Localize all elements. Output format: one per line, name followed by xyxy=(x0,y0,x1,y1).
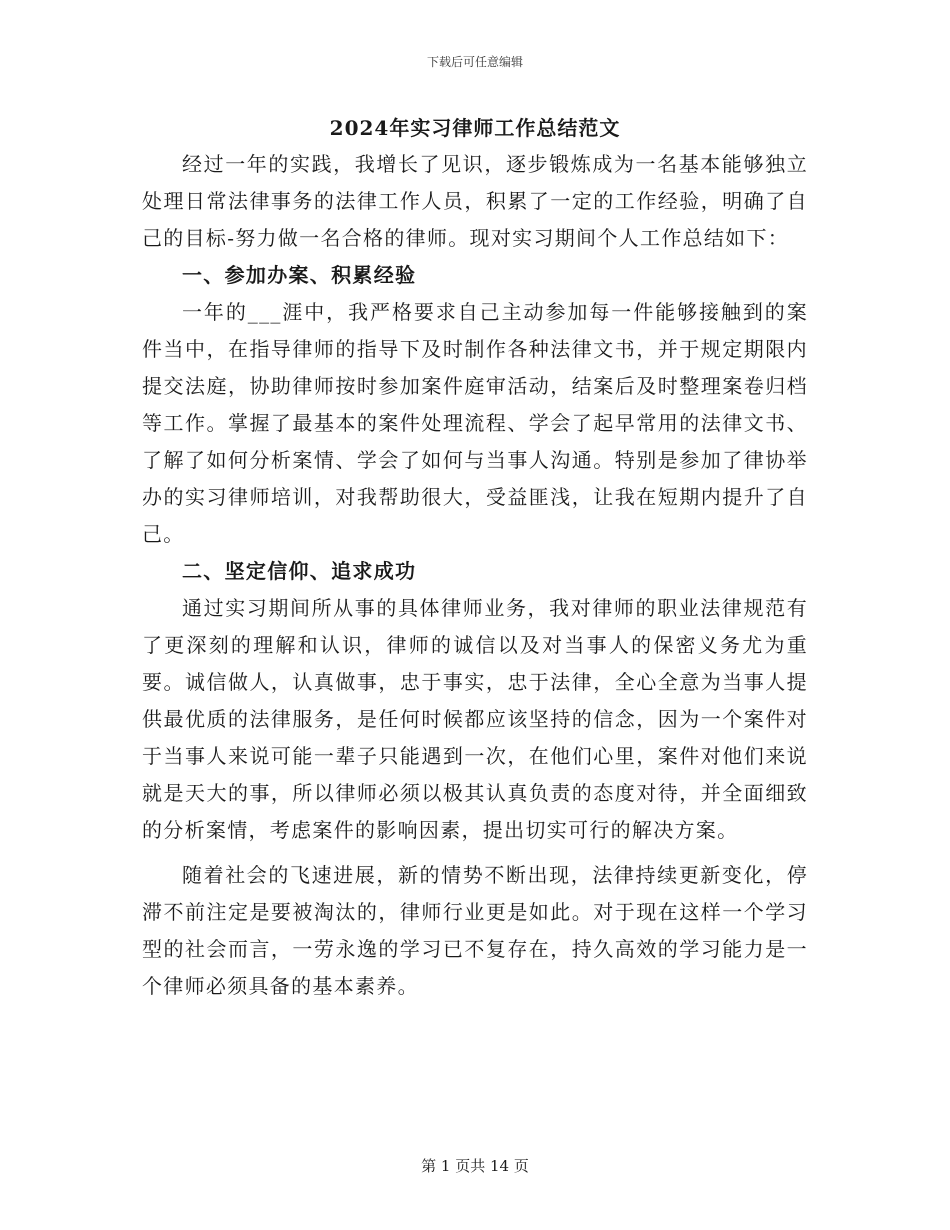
section-2-paragraph: 通过实习期间所从事的具体律师业务，我对律师的职业法律规范有了更深刻的理解和认识，律师的诚信以及对当事人的保密义务尤为重要。诚信做人，认真做事，忠于事实，忠于法律，全心全意为当事人提供最优质的法律服务，是任何时候都应该坚持的信念，因为一个案件对于当事人来说可能一辈子只能遇到一次，在他们心里，案件对他们来说就是天大的事，所以律师必须以极其认真负责的态度对待，并全面细致的分析案情，考虑案件的影响因素，提出切实可行的解决方案。 xyxy=(142,596,808,842)
document-body xyxy=(142,112,808,1005)
section-heading-2: 二、坚定信仰、追求成功 xyxy=(182,559,417,583)
document-title: 2024年实习律师工作总结范文 xyxy=(329,116,621,140)
section-heading-1: 一、参加办案、积累经验 xyxy=(182,263,417,287)
closing-paragraph: 随着社会的飞速进展，新的情势不断出现，法律持续更新变化，停滞不前注定是要被淘汰的，律师行业更是如此。对于现在这样一个学习型的社会而言，一劳永逸的学习已不复存在，持久高效的学习能力是一个律师必须具备的基本素养。 xyxy=(142,863,808,998)
page-number: 第 1 页共 14 页 xyxy=(421,1157,529,1175)
intro-paragraph: 经过一年的实践，我增长了见识，逐步锻炼成为一名基本能够独立处理日常法律事务的法律工作人员，积累了一定的工作经验，明确了自己的目标-努力做一名合格的律师。现对实习期间个人工作总结如下： xyxy=(142,152,808,250)
section-1-paragraph: 一年的___涯中，我严格要求自己主动参加每一件能够接触到的案件当中，在指导律师的指导下及时制作各种法律文书，并于规定期限内提交法庭，协助律师按时参加案件庭审活动，结案后及时整理案卷归档等工作。掌握了最基本的案件处理流程、学会了起早常用的法律文书、了解了如何分析案情、学会了如何与当事人沟通。特别是参加了律协举办的实习律师培训，对我帮助很大，受益匪浅，让我在短期内提升了自己。 xyxy=(142,300,808,546)
page-header: 下载后可任意编辑 xyxy=(426,55,523,69)
